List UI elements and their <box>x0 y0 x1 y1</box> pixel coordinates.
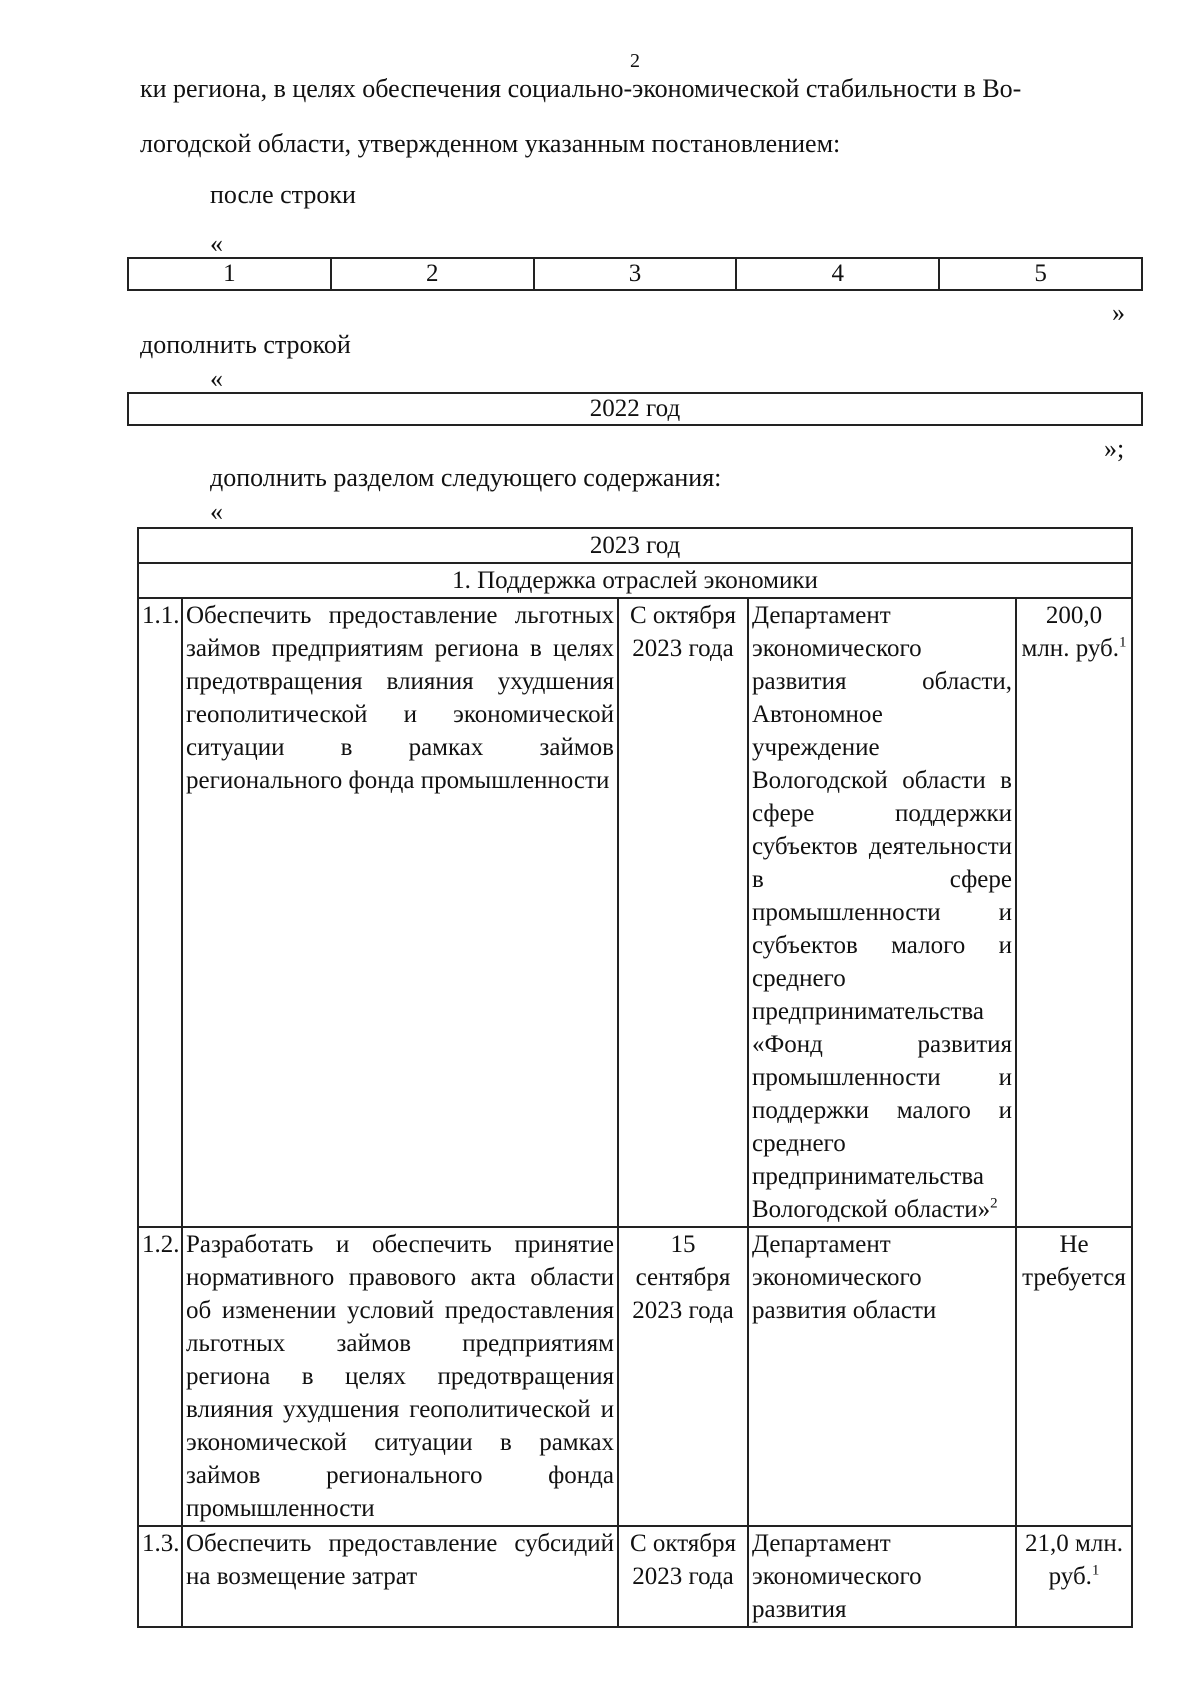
add-section-label: дополнить разделом следующего содержания: <box>210 463 722 492</box>
table-row <box>138 1526 1132 1627</box>
header-cell-4: 4 <box>736 258 939 290</box>
row-task: Обеспечить предоставление субсидий на возмещение затрат <box>182 1526 618 1627</box>
row-amount-text: 200,0 млн. руб. <box>1021 602 1120 662</box>
footnote-mark: 1 <box>1091 1562 1100 1579</box>
header-cell-1: 1 <box>128 258 331 290</box>
section-title-cell: 1. Поддержка отраслей экономики <box>138 563 1132 598</box>
row-term: 15 сентября 2023 года <box>618 1227 748 1526</box>
header-cell-5: 5 <box>939 258 1142 290</box>
row-executor <box>748 598 1016 1227</box>
table-row <box>138 598 1132 1227</box>
row-amount-text: Не требуется <box>1022 1231 1126 1291</box>
add-row-label: дополнить строкой <box>140 330 351 359</box>
row-executor-text: Департамент экономического развития <box>752 1530 922 1623</box>
row-number: 1.1. <box>138 598 182 1227</box>
row-executor-text: Департамент экономического развития области, Автономное учреждение Вологодской области в сфере поддержки субъектов деятельности в сфере промышленности и субъектов малого и среднего предпринимательства «Фонд развития промышленности и поддержки малого и среднего предпринимательства Вологодской области» <box>752 602 1012 1223</box>
year-2023-cell: 2023 год <box>138 528 1132 563</box>
year-2022-cell: 2022 год <box>128 393 1142 425</box>
footnote-mark: 1 <box>1119 634 1127 651</box>
intro-line-2: логодской области, утвержденном указанным постановлением: <box>140 129 841 158</box>
table-row <box>138 1227 1132 1526</box>
row-amount <box>1016 1526 1132 1627</box>
row-amount <box>1016 1227 1132 1526</box>
footnote-mark: 2 <box>990 1195 998 1212</box>
row-task: Разработать и обеспечить принятие нормативного правового акта области об изменении условий предоставления льготных займов предприятиям региона в целях предотвращения влияния ухудшения геополитической и экономической ситуации в рамках займов регионального фонда промышленности <box>182 1227 618 1526</box>
header-cell-3: 3 <box>534 258 737 290</box>
row-task: Обеспечить предоставление льготных займов предприятиям региона в целях предотвращения влияния ухудшения геополитической и экономической ситуации в рамках займов регионального фонда промышленности <box>182 598 618 1227</box>
row-number: 1.3. <box>138 1526 182 1627</box>
row-executor <box>748 1526 1016 1627</box>
year-2022-table <box>127 392 1143 426</box>
close-quote-2: »; <box>1104 434 1125 463</box>
intro-line-1: ки региона, в целях обеспечения социально-экономической стабильности в Во- <box>140 74 1022 103</box>
row-amount <box>1016 598 1132 1227</box>
row-number: 1.2. <box>138 1227 182 1526</box>
row-amount-text: 21,0 млн. руб. <box>1025 1530 1123 1590</box>
measures-table <box>137 527 1133 1628</box>
after-row-label: после строки <box>210 180 356 209</box>
open-quote-3: « <box>210 497 223 526</box>
header-row-table <box>127 257 1143 291</box>
open-quote-2: « <box>210 364 223 393</box>
open-quote-1: « <box>210 229 223 258</box>
row-executor <box>748 1227 1016 1526</box>
header-cell-2: 2 <box>331 258 534 290</box>
page-number: 2 <box>630 50 640 72</box>
row-term: С октября 2023 года <box>618 598 748 1227</box>
row-executor-text: Департамент экономического развития области <box>752 1231 937 1324</box>
close-quote-1: » <box>1112 298 1125 327</box>
row-term: С октября 2023 года <box>618 1526 748 1627</box>
